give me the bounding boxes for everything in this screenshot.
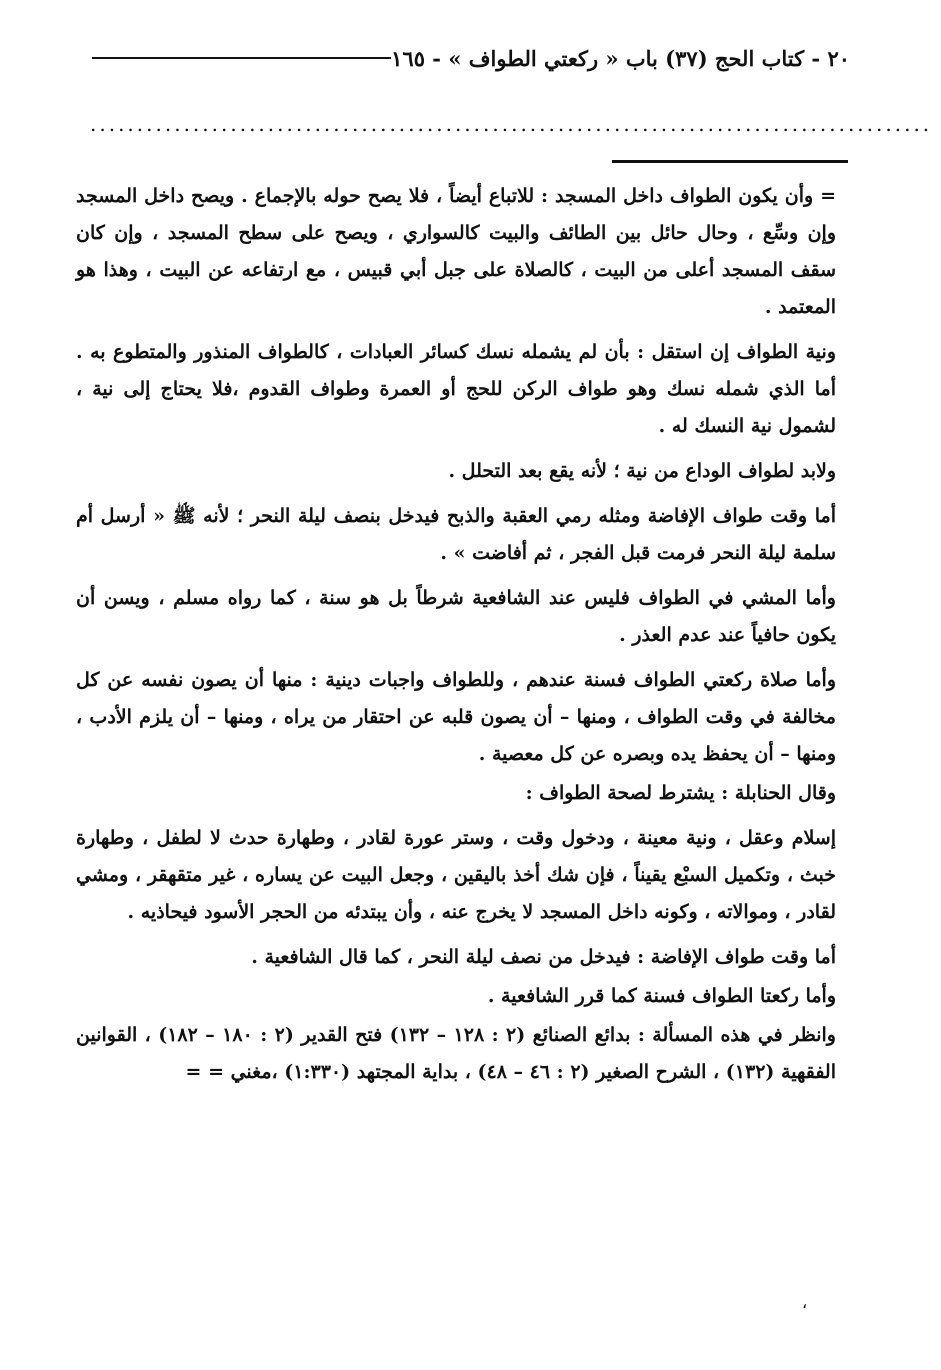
paragraph-9: أما وقت طواف الإفاضة : فيدخل من نصف ليلة النحر ، كما قال الشافعية .: [251, 946, 836, 968]
body-text: [76, 178, 836, 1099]
dotted-separator: ..........................................................................................: [90, 112, 933, 136]
paragraph-10: وأما ركعتا الطواف فسنة كما قرر الشافعية .: [487, 985, 836, 1007]
paragraph-1: = وأن يكون الطواف داخل المسجد : للاتباع أيضاً ، فلا يصح حوله بالإجماع . ويصح داخل المسجد وإن وسِّع ، وحال حائل بين الطائف والبيت كالسواري ، ويصح على سطح المسجد ، وإن كان سقف المسجد أعلى من البيت ، كالصلاة على جبل أبي قبيس ، مع ارتفاعه عن البيت ، وهذا هو المعتمد .: [76, 185, 836, 318]
paragraph-8: إسلام وعقل ، ونية معينة ، ودخول وقت ، وستر عورة لقادر ، وطهارة حدث لا لطفل ، وطهارة خبث ، وتكميل السبْع يقيناً ، فإن شك أخذ باليقين ، وجعل البيت عن يساره ، غير متقهقر ، ومشي لقادر ، وموالاته ، وكونه داخل المسجد لا يخرج عنه ، وأن يبتدئه من الحجر الأسود فيحاذيه .: [76, 827, 836, 923]
header-rule: [92, 57, 391, 59]
separator-rule: [612, 160, 848, 163]
paragraph-4: أما وقت طواف الإفاضة ومثله رمي العقبة والذبح فيدخل بنصف ليلة النحر ؛ لأنه ﷺ « أرسل أم سلمة ليلة النحر فرمت قبل الفجر ، ثم أفاضت » .: [76, 505, 836, 564]
paragraph-6: وأما صلاة ركعتي الطواف فسنة عندهم ، وللطواف واجبات دينية : منها أن يصون نفسه عن كل مخالفة في وقت الطواف ، ومنها – أن يصون قلبه عن احتقار من يراه ، ومنها – أن يلزم الأدب ، ومنها – أن يحفظ يده وبصره عن كل معصية .: [76, 669, 836, 765]
header-title: ٢٠ - كتاب الحج (٣٧) باب « ركعتي الطواف » - ١٦٥: [391, 45, 850, 71]
paragraph-3: ولابد لطواف الوداع من نية ؛ لأنه يقع بعد التحلل .: [448, 460, 836, 482]
paragraph-11: وانظر في هذه المسألة : بدائع الصنائع (٢ : ١٢٨ – ١٣٢) فتح القدير (٢ : ١٨٠ – ١٨٢) ، القوانين الفقهية (١٣٢) ، الشرح الصغير (٢ : ٤٦ – ٤٨) ، بداية المجتهد (١:٣٣٠) ،مغني = =: [76, 1024, 836, 1083]
paragraph-5: وأما المشي في الطواف فليس عند الشافعية شرطاً بل هو سنة ، كما رواه مسلم ، ويسن أن يكون حافياً عند عدم العذر .: [76, 587, 836, 646]
paragraph-7: وقال الحنابلة : يشترط لصحة الطواف :: [525, 782, 836, 804]
page-header: [80, 38, 850, 78]
paragraph-2: ونية الطواف إن استقل : بأن لم يشمله نسك كسائر العبادات ، كالطواف المنذور والمتطوع به . أما الذي شمله نسك وهو طواف الركن للحج أو العمرة وطواف القدوم ،فلا يحتاج إلى نية ، لشمول نية النسك له .: [76, 341, 836, 437]
bottom-mark: ،: [802, 1293, 808, 1312]
